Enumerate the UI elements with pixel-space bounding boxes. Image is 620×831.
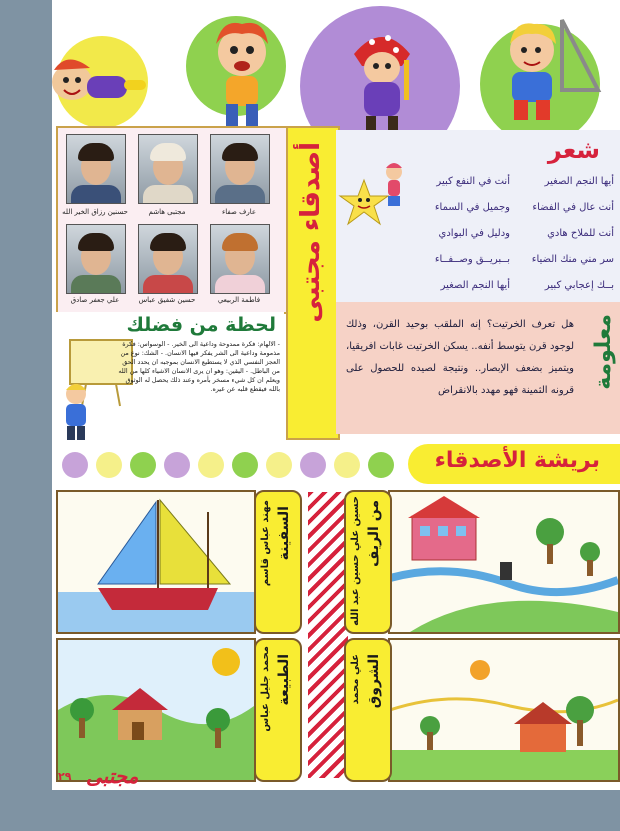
decor-dot <box>232 452 258 478</box>
caption-tab <box>344 490 392 634</box>
magazine-logo: مجتبى <box>86 764 139 788</box>
magazine-page <box>52 0 620 790</box>
smiling-star-icon <box>338 150 408 240</box>
nature-drawing-icon <box>58 640 254 780</box>
poem-line: وجميل في السماء <box>434 202 510 213</box>
moment-title: لحظة من فضلك <box>126 314 276 336</box>
drawing-title: الشروق <box>366 654 382 709</box>
poem-line: أنت في النفع كبير <box>436 176 510 187</box>
cartoon-kid-lying-icon <box>42 40 152 120</box>
page-number: ٢٩ <box>58 770 72 783</box>
friend-name: عارف صفاء <box>221 208 257 216</box>
decor-dot <box>164 452 190 478</box>
friend-name: حسين شفيق عباس <box>138 296 196 304</box>
poem-line: أيها النجم الصغير <box>440 280 510 291</box>
ship-drawing-icon <box>58 492 254 632</box>
drawing-artist: مهند عباس قاسم <box>260 500 271 587</box>
caption-tab <box>254 490 302 634</box>
poem-line: أنت عال في الفضاء <box>532 202 614 213</box>
friend-photo <box>138 224 198 294</box>
moment-block <box>56 312 284 436</box>
poem-line: أيها النجم الصغير <box>544 176 614 187</box>
cartoon-girl-scarf-icon <box>332 20 432 140</box>
poem-line: سر مني منك الضياء <box>531 254 614 265</box>
friend-name: علي جعفر صادق <box>70 296 120 304</box>
friends-photos-block <box>56 126 292 314</box>
friend-name: فاطمة الربيعي <box>217 296 261 304</box>
friend-photo <box>210 134 270 204</box>
friend-photo <box>210 224 270 294</box>
decor-dot <box>368 452 394 478</box>
info-title: معلومة <box>591 314 616 390</box>
drawing-nature <box>56 638 256 782</box>
friend-photo <box>138 134 198 204</box>
decor-dot <box>334 452 360 478</box>
poem-line: بــك إعجابي كبير <box>544 280 614 291</box>
countryside-drawing-icon <box>390 492 618 632</box>
info-block <box>336 302 620 434</box>
stripe-divider <box>308 492 348 778</box>
poem-line: أنت للملاح هادي <box>547 228 614 239</box>
drawing-artist: حسين علي حسين عبد الله <box>350 496 361 626</box>
drawing-ship <box>56 490 256 634</box>
decor-dot <box>198 452 224 478</box>
drawing-artist: محمد جليل عباس <box>260 646 271 732</box>
poem-line: ودليل في البوادي <box>438 228 510 239</box>
sunrise-drawing-icon <box>390 640 618 780</box>
cartoon-boy-red-hair-icon <box>202 14 282 134</box>
friends-title-banner <box>286 126 340 440</box>
friend-photo <box>66 134 126 204</box>
drawing-artist: علي محمد <box>350 654 361 705</box>
moment-text: - الالهام: فكرة ممدوحة وداعية الى الخير. - الوسواس: فكرة مذمومة وداعية الى الشر يفكر فيها الانسان. - الشك: نوع من العجز النفسي الذي لا يستطيع الانسان بموجبه ان يحدد الحق من الباطل. - اليقين: وهو ان يرى الانسان الاشياء كلها من الله ويعلم ان كل شيء مسخر بأمره وعند ذلك يحصل له الوثوق بالله فيقطع قلبه عن غيره. <box>118 340 280 393</box>
drawing-title: السفينة <box>276 506 292 561</box>
poem-block <box>336 130 620 302</box>
brush-title: بريشة الأصدقاء <box>434 448 600 473</box>
drawing-title: الطبيعة <box>276 654 292 706</box>
decor-dot <box>130 452 156 478</box>
drawing-countryside <box>388 490 620 634</box>
poem-line: بــبريــق وصــفــاء <box>434 254 510 265</box>
caption-tab <box>344 638 392 782</box>
caption-tab <box>254 638 302 782</box>
info-text: هل تعرف الخرتيت؟ إنه الملقب بوحيد القرن، وذلك لوجود قرن يتوسط أنفه.. يسكن الخرتيت غابات افريقيا، ويتميز بضعف الإبصار.. ونتيجة لصيده للحصول على قرونه الثمينة فهو مهدد بالانقراض <box>346 319 574 396</box>
poem-title: شعر <box>547 136 600 164</box>
cartoon-boy-ruler-icon <box>482 10 602 130</box>
friend-name: مجتبى هاشم <box>148 208 186 216</box>
decor-dot <box>266 452 292 478</box>
decor-dot <box>300 452 326 478</box>
decor-dot <box>62 452 88 478</box>
drawing-title: من الريف <box>366 500 382 567</box>
friend-photo <box>66 224 126 294</box>
drawing-sunrise <box>388 638 620 782</box>
friend-name: حسنين رزاق الخير الله <box>62 208 128 216</box>
decor-dot <box>96 452 122 478</box>
friends-title: أصدقاء مجتبى <box>296 142 326 323</box>
